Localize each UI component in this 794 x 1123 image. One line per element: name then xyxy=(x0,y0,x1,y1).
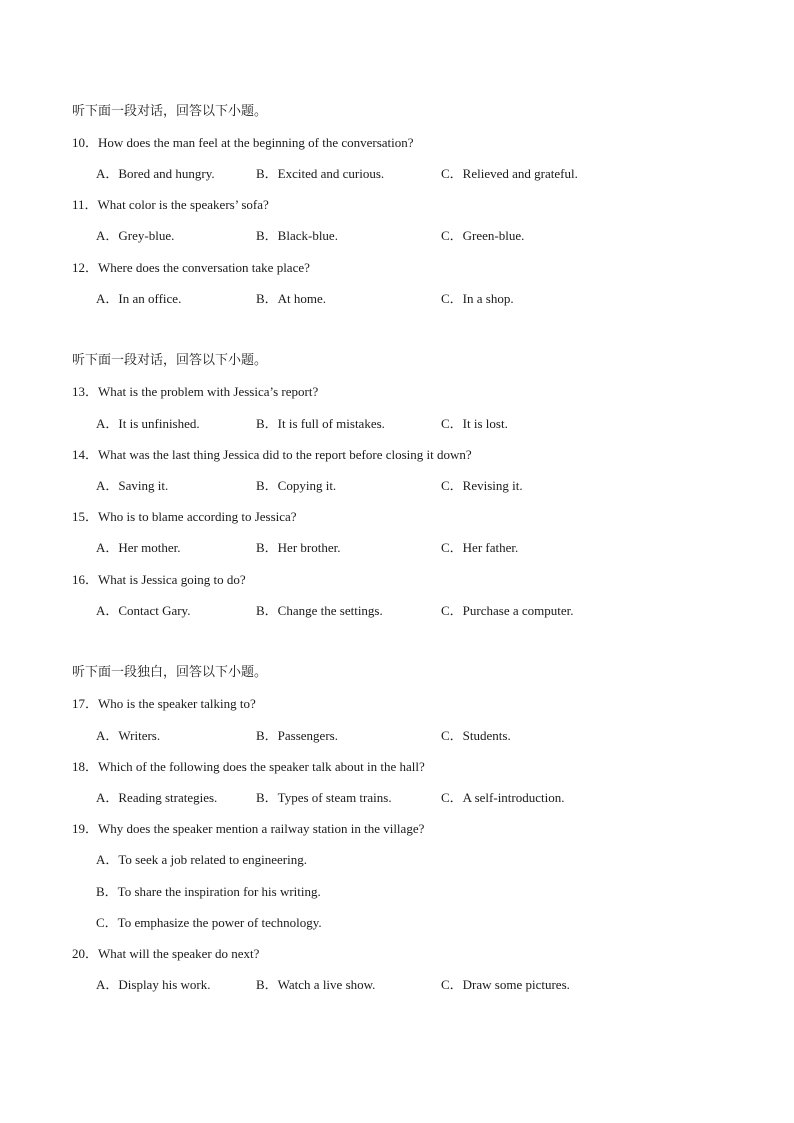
question-text: Who is the speaker talking to? xyxy=(98,696,256,711)
option-c: C．Purchase a computer. xyxy=(441,603,574,618)
option-b: B．Excited and curious. xyxy=(256,166,385,181)
option-a: A．Grey-blue. xyxy=(96,228,175,243)
option-c: C．In a shop. xyxy=(441,291,514,306)
option-c: C．Her father. xyxy=(441,540,519,555)
question-text: Where does the conversation take place? xyxy=(98,260,310,275)
option-a: A．It is unfinished. xyxy=(96,416,200,431)
option-c: C．Students. xyxy=(441,728,511,743)
question-11 xyxy=(72,197,269,213)
question-number: 20． xyxy=(72,946,99,961)
option-b: B．Types of steam trains. xyxy=(256,790,392,805)
option-c: C．Green-blue. xyxy=(441,228,525,243)
question-text: Who is to blame according to Jessica? xyxy=(98,509,297,524)
question-number: 10． xyxy=(72,135,99,150)
options-17 xyxy=(0,728,794,744)
question-text: How does the man feel at the beginning of the conversation? xyxy=(98,135,414,150)
question-19 xyxy=(72,821,424,837)
question-number: 11． xyxy=(72,197,98,212)
question-text: Why does the speaker mention a railway station in the village? xyxy=(98,821,425,836)
question-16 xyxy=(72,572,246,588)
question-text: What is the problem with Jessica’s report? xyxy=(98,384,319,399)
option-a: A．Bored and hungry. xyxy=(96,166,215,181)
option-a: A．Writers. xyxy=(96,728,161,743)
question-17 xyxy=(72,696,256,712)
option-b: B．Copying it. xyxy=(256,478,337,493)
question-number: 15． xyxy=(72,509,99,524)
question-number: 14． xyxy=(72,447,99,462)
option-c: C．To emphasize the power of technology. xyxy=(96,915,322,930)
question-text: What will the speaker do next? xyxy=(98,946,260,961)
question-text: Which of the following does the speaker talk about in the hall? xyxy=(98,759,425,774)
option-b: B．Watch a live show. xyxy=(256,977,376,992)
question-number: 19． xyxy=(72,821,99,836)
question-10 xyxy=(72,135,414,151)
options-11 xyxy=(0,228,794,244)
question-number: 18． xyxy=(72,759,99,774)
question-text: What color is the speakers’ sofa? xyxy=(97,197,269,212)
option-c: C．A self-introduction. xyxy=(441,790,565,805)
option-a: A．Her mother. xyxy=(96,540,181,555)
options-10 xyxy=(0,166,794,182)
option-a: A．Contact Gary. xyxy=(96,603,191,618)
question-14 xyxy=(72,447,472,463)
option-a: A．To seek a job related to engineering. xyxy=(96,852,307,867)
question-15 xyxy=(72,509,297,525)
question-13 xyxy=(72,384,318,400)
question-number: 13． xyxy=(72,384,99,399)
question-20 xyxy=(72,946,259,962)
section-intro: 听下面一段独白，回答以下小题。 xyxy=(72,665,268,680)
section-intro: 听下面一段对话，回答以下小题。 xyxy=(72,353,268,368)
question-number: 16． xyxy=(72,572,99,587)
options-18 xyxy=(0,790,794,806)
options-15 xyxy=(0,540,794,556)
option-b: B．Black-blue. xyxy=(256,228,338,243)
options-13 xyxy=(0,416,794,432)
option-b: B．It is full of mistakes. xyxy=(256,416,385,431)
option-a: A．Saving it. xyxy=(96,478,169,493)
options-14 xyxy=(0,478,794,494)
option-b: B．Passengers. xyxy=(256,728,338,743)
option-c: C．Draw some pictures. xyxy=(441,977,570,992)
option-a: A．Display his work. xyxy=(96,977,211,992)
option-c: C．It is lost. xyxy=(441,416,508,431)
question-18 xyxy=(72,759,425,775)
option-a: A．Reading strategies. xyxy=(96,790,218,805)
options-12 xyxy=(0,291,794,307)
option-a: A．In an office. xyxy=(96,291,182,306)
option-b: B．To share the inspiration for his writing. xyxy=(96,884,321,899)
section-intro: 听下面一段对话，回答以下小题。 xyxy=(72,104,268,119)
option-b: B．At home. xyxy=(256,291,327,306)
option-b: B．Change the settings. xyxy=(256,603,383,618)
question-number: 17． xyxy=(72,696,99,711)
option-b: B．Her brother. xyxy=(256,540,341,555)
options-20 xyxy=(0,977,794,993)
option-c: C．Relieved and grateful. xyxy=(441,166,578,181)
question-12 xyxy=(72,260,310,276)
question-text: What is Jessica going to do? xyxy=(98,572,246,587)
options-16 xyxy=(0,603,794,619)
question-text: What was the last thing Jessica did to the report before closing it down? xyxy=(98,447,472,462)
option-c: C．Revising it. xyxy=(441,478,523,493)
question-number: 12． xyxy=(72,260,99,275)
